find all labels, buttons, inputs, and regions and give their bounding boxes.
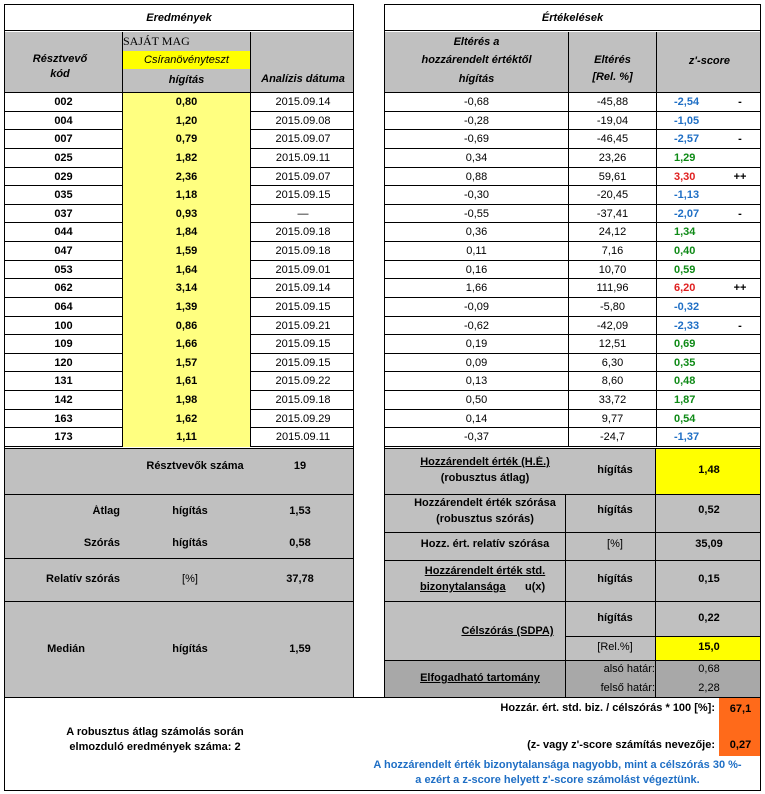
table-row: [5, 93, 354, 112]
participant-code: 131: [54, 375, 73, 388]
median-label: Medián: [47, 643, 85, 655]
deviation-value: -0,09: [463, 300, 490, 313]
participant-code: 142: [54, 394, 73, 407]
z-flag: [725, 261, 755, 280]
table-row: [385, 372, 761, 391]
col-header-rel-2: [Rel. %]: [592, 71, 633, 83]
col-header-teszt: Csíranövényteszt: [123, 51, 250, 69]
analysis-date: 2015.09.21: [275, 319, 331, 332]
participant-code: 025: [54, 151, 73, 164]
biz-label-1: Hozzárendelt érték std.: [424, 565, 546, 577]
biz-value: 0,15: [698, 573, 720, 585]
deviation-value: -0,28: [463, 114, 490, 127]
deviation-value: 1,66: [465, 282, 488, 295]
atlag-value: 1,53: [289, 505, 311, 517]
results-table: [4, 4, 354, 698]
szor-label-1: Hozzárendelt érték szórása: [414, 497, 556, 509]
table-row: [5, 372, 354, 391]
nevezo-label: (z- vagy z'-score számítás nevezője:: [527, 739, 715, 751]
dilution-value: 1,57: [123, 354, 250, 373]
z-score: 0,54: [674, 412, 696, 425]
dilution-value: 1,84: [123, 223, 250, 242]
dilution-value: 0,93: [123, 205, 250, 224]
table-row: [5, 242, 354, 261]
analysis-date: 2015.09.22: [275, 375, 331, 388]
he-label-1: Hozzárendelt érték (H.É.): [420, 456, 550, 468]
z-flag: [725, 335, 755, 354]
table-row: [5, 428, 354, 447]
blue-note-2: a ezért a z-score helyett z'-score számolást végeztünk.: [415, 774, 700, 786]
z-score: -1,37: [674, 431, 700, 444]
relative-deviation: -20,45: [596, 189, 629, 202]
ratio-value: 67,1: [729, 703, 752, 715]
participant-code: 002: [54, 96, 73, 108]
z-score: 0,69: [674, 338, 696, 351]
col-header-higitas: hígítás: [168, 74, 205, 86]
participant-code: 100: [54, 319, 73, 332]
table-row: [385, 242, 761, 261]
deviation-value: -0,62: [463, 319, 490, 332]
relative-deviation: -5,80: [599, 300, 626, 313]
z-score: 0,59: [674, 263, 696, 276]
relative-deviation: -45,88: [596, 96, 629, 108]
table-row: [385, 93, 761, 112]
table-row: [5, 186, 354, 205]
deviation-value: 0,88: [465, 170, 488, 183]
z-flag: [725, 112, 755, 131]
table-row: [385, 354, 761, 373]
resztvevok-label: Résztvevők száma: [146, 460, 244, 472]
analysis-date: 2015.09.18: [275, 394, 331, 407]
szoras-label: Szórás: [83, 537, 120, 549]
table-row: [5, 223, 354, 242]
table-row: [385, 428, 761, 447]
z-flag: -: [738, 96, 742, 108]
dilution-value: 1,11: [123, 428, 250, 447]
participant-code: 044: [54, 226, 73, 239]
col-header-z: z'-score: [688, 55, 731, 67]
z-flag: ++: [733, 282, 747, 295]
table-row: [5, 410, 354, 429]
relative-deviation: -37,41: [596, 207, 629, 220]
analysis-date: —: [297, 207, 309, 220]
relative-deviation: 24,12: [598, 226, 627, 239]
dilution-value: 1,39: [123, 298, 250, 317]
col-header-sajat: SAJÁT MAG: [123, 34, 190, 48]
felso-label: felső határ:: [600, 682, 655, 694]
col-header-datum: Analízis dátuma: [261, 73, 345, 85]
table-row: [5, 205, 354, 224]
rel-label: Hozz. ért. relatív szórása: [420, 538, 550, 550]
robust-note-1: A robusztus átlag számolás során: [66, 726, 244, 738]
dilution-value: 1,62: [123, 410, 250, 429]
deviation-value: 0,13: [465, 375, 488, 388]
relative-deviation: 23,26: [598, 151, 627, 164]
results-rows: [5, 93, 354, 447]
table-row: [5, 279, 354, 298]
cel-value-1: 0,22: [698, 612, 720, 624]
z-flag: [725, 391, 755, 410]
cel-unit-2: [Rel.%]: [597, 641, 633, 653]
z-flag: ++: [733, 170, 747, 183]
table-row: [385, 410, 761, 429]
table-row: [385, 261, 761, 280]
z-flag: [725, 186, 755, 205]
relative-deviation: 8,60: [601, 375, 624, 388]
analysis-date: 2015.09.18: [275, 245, 331, 258]
deviation-value: -0,68: [463, 96, 490, 108]
table-row: [385, 391, 761, 410]
deviation-value: 0,11: [466, 245, 487, 258]
z-flag: [725, 372, 755, 391]
relative-deviation: -19,04: [596, 114, 629, 127]
dilution-value: 0,86: [123, 317, 250, 336]
table-row: [5, 261, 354, 280]
deviation-value: 0,19: [465, 338, 488, 351]
z-flag: -: [738, 207, 742, 220]
table-row: [385, 317, 761, 336]
table-row: [385, 335, 761, 354]
ratio-label: Hozzár. ért. std. biz. / célszórás * 100 [%]:: [500, 702, 715, 714]
z-score: 1,87: [674, 394, 696, 407]
evaluation-rows: [385, 93, 761, 447]
evaluation-table: [384, 4, 761, 698]
biz-unit: hígítás: [597, 573, 633, 585]
analysis-date: 2015.09.11: [275, 431, 331, 444]
relative-deviation: 12,51: [598, 338, 627, 351]
analysis-date: 2015.09.18: [275, 226, 331, 239]
participant-code: 163: [54, 412, 73, 425]
analysis-date: 2015.09.29: [275, 412, 331, 425]
participant-code: 037: [54, 207, 73, 220]
participant-code: 109: [54, 338, 73, 351]
table-row: [5, 130, 354, 149]
deviation-value: 0,09: [465, 356, 488, 369]
z-flag: -: [738, 319, 742, 332]
deviation-value: -0,37: [463, 431, 490, 444]
dilution-value: 1,61: [123, 372, 250, 391]
analysis-date: 2015.09.07: [275, 170, 331, 183]
table-row: [5, 149, 354, 168]
cel-unit-1: hígítás: [597, 612, 633, 624]
participant-code: 173: [54, 431, 73, 444]
participant-code: 064: [54, 300, 73, 313]
dilution-value: 1,66: [123, 335, 250, 354]
participant-code: 053: [54, 263, 73, 276]
results-header: Eredmények: [5, 5, 353, 31]
relative-deviation: 7,16: [601, 245, 624, 258]
deviation-value: 0,50: [465, 394, 488, 407]
bottom-summary: [4, 697, 761, 791]
analysis-date: 2015.09.08: [275, 114, 331, 127]
dilution-value: 1,82: [123, 149, 250, 168]
dilution-value: 0,80: [123, 93, 250, 112]
z-score: 1,34: [674, 226, 696, 239]
cel-value-2: 15,0: [698, 641, 720, 653]
table-row: [5, 317, 354, 336]
deviation-value: -0,69: [463, 133, 490, 146]
participant-code: 035: [54, 189, 73, 202]
z-score: -2,07: [674, 207, 700, 220]
deviation-value: 0,14: [465, 412, 488, 425]
biz-label-2: bizonytalansága: [420, 581, 506, 593]
participant-code: 062: [54, 282, 73, 295]
z-score: -1,13: [674, 189, 700, 202]
relative-deviation: -46,45: [596, 133, 629, 146]
participant-code: 004: [54, 114, 73, 127]
z-score: 0,40: [674, 245, 696, 258]
elf-label: Elfogadható tartomány: [420, 672, 540, 684]
relative-deviation: 111,96: [596, 282, 629, 295]
table-row: [5, 391, 354, 410]
z-score: -1,05: [674, 114, 700, 127]
he-unit: hígítás: [597, 464, 633, 476]
table-row: [5, 354, 354, 373]
col-header-diff-2: hozzárendelt értéktől: [421, 54, 532, 66]
relative-deviation: -42,09: [596, 319, 629, 332]
felso-value: 2,28: [698, 682, 720, 694]
z-flag: [725, 223, 755, 242]
participant-code: 029: [54, 170, 73, 183]
analysis-date: 2015.09.07: [275, 133, 331, 146]
z-score: 1,29: [674, 151, 696, 164]
evaluation-header: Értékelések: [385, 5, 760, 31]
relativ-unit: [%]: [182, 573, 198, 585]
szor-value: 0,52: [698, 504, 720, 516]
median-unit: hígítás: [172, 643, 208, 655]
table-row: [385, 298, 761, 317]
table-row: [385, 130, 761, 149]
cel-label: Célszórás (SDPA): [461, 625, 554, 637]
participant-code: 120: [54, 356, 73, 369]
dilution-value: 2,36: [123, 168, 250, 187]
blue-note-1: A hozzárendelt érték bizonytalansága nagyobb, mint a célszórás 30 %-: [373, 759, 742, 771]
z-score: -0,32: [674, 300, 700, 313]
also-value: 0,68: [698, 663, 720, 675]
table-row: [385, 112, 761, 131]
analysis-date: 2015.09.14: [275, 282, 331, 295]
dilution-value: 1,64: [123, 261, 250, 280]
deviation-value: 0,34: [465, 151, 488, 164]
z-flag: [725, 298, 755, 317]
dilution-value: 1,20: [123, 112, 250, 131]
z-score: 0,35: [674, 356, 696, 369]
z-flag: -: [738, 133, 742, 146]
z-flag: [725, 242, 755, 261]
z-flag: [725, 428, 755, 447]
szor-label-2: (robusztus szórás): [436, 513, 534, 525]
biz-label-3: u(x): [525, 581, 546, 593]
rel-value: 35,09: [695, 538, 723, 550]
analysis-date: 2015.09.11: [275, 151, 331, 164]
table-row: [385, 279, 761, 298]
median-value: 1,59: [289, 643, 311, 655]
dilution-value: 1,18: [123, 186, 250, 205]
relativ-label: Relatív szórás: [46, 573, 120, 585]
z-score: -2,33: [674, 319, 700, 332]
z-score: 6,20: [674, 282, 696, 295]
table-row: [5, 112, 354, 131]
col-header-kod: Résztvevő kód: [32, 53, 88, 80]
resztvevok-value: 19: [293, 460, 307, 472]
dilution-value: 0,79: [123, 130, 250, 149]
analysis-date: 2015.09.15: [275, 300, 331, 313]
table-row: [385, 223, 761, 242]
col-header-rel-1: Eltérés: [594, 54, 631, 66]
analysis-date: 2015.09.14: [275, 96, 331, 108]
atlag-unit: hígítás: [172, 505, 208, 517]
z-score: -2,54: [674, 96, 700, 108]
relative-deviation: 10,70: [598, 263, 627, 276]
participant-code: 007: [54, 133, 73, 146]
analysis-date: 2015.09.15: [275, 356, 331, 369]
table-row: [385, 205, 761, 224]
col-header-diff-3: hígítás: [458, 73, 495, 85]
robust-note-2: elmozduló eredmények száma: 2: [69, 741, 241, 753]
participant-code: 047: [54, 245, 73, 258]
szor-unit: hígítás: [597, 504, 633, 516]
relative-deviation: 59,61: [598, 170, 627, 183]
dilution-value: 1,98: [123, 391, 250, 410]
analysis-date: 2015.09.01: [275, 263, 331, 276]
table-row: [385, 168, 761, 187]
table-row: [385, 149, 761, 168]
nevezo-value: 0,27: [729, 739, 752, 751]
rel-unit: [%]: [607, 538, 623, 550]
relative-deviation: 6,30: [601, 356, 624, 369]
analysis-date: 2015.09.15: [275, 338, 331, 351]
deviation-value: 0,36: [465, 226, 488, 239]
table-row: [385, 186, 761, 205]
deviation-value: -0,30: [463, 189, 490, 202]
z-flag: [725, 149, 755, 168]
relative-deviation: 9,77: [601, 412, 624, 425]
szoras-value: 0,58: [289, 537, 311, 549]
z-flag: [725, 410, 755, 429]
table-row: [5, 168, 354, 187]
relative-deviation: -24,7: [599, 431, 626, 444]
z-score: -2,57: [674, 133, 700, 146]
deviation-value: 0,16: [465, 263, 488, 276]
atlag-label: Átlag: [92, 505, 120, 517]
deviation-value: -0,55: [463, 207, 490, 220]
relativ-value: 37,78: [286, 573, 314, 585]
szoras-unit: hígítás: [172, 537, 208, 549]
dilution-value: 1,59: [123, 242, 250, 261]
table-row: [5, 335, 354, 354]
he-label-2: (robusztus átlag): [440, 472, 530, 484]
dilution-value: 3,14: [123, 279, 250, 298]
relative-deviation: 33,72: [598, 394, 627, 407]
he-value: 1,48: [698, 464, 720, 476]
also-label: alsó határ:: [603, 663, 655, 675]
table-row: [5, 298, 354, 317]
analysis-date: 2015.09.15: [275, 189, 331, 202]
z-score: 0,48: [674, 375, 696, 388]
z-flag: [725, 354, 755, 373]
col-header-diff-1: Eltérés a: [453, 36, 500, 48]
z-score: 3,30: [674, 170, 696, 183]
